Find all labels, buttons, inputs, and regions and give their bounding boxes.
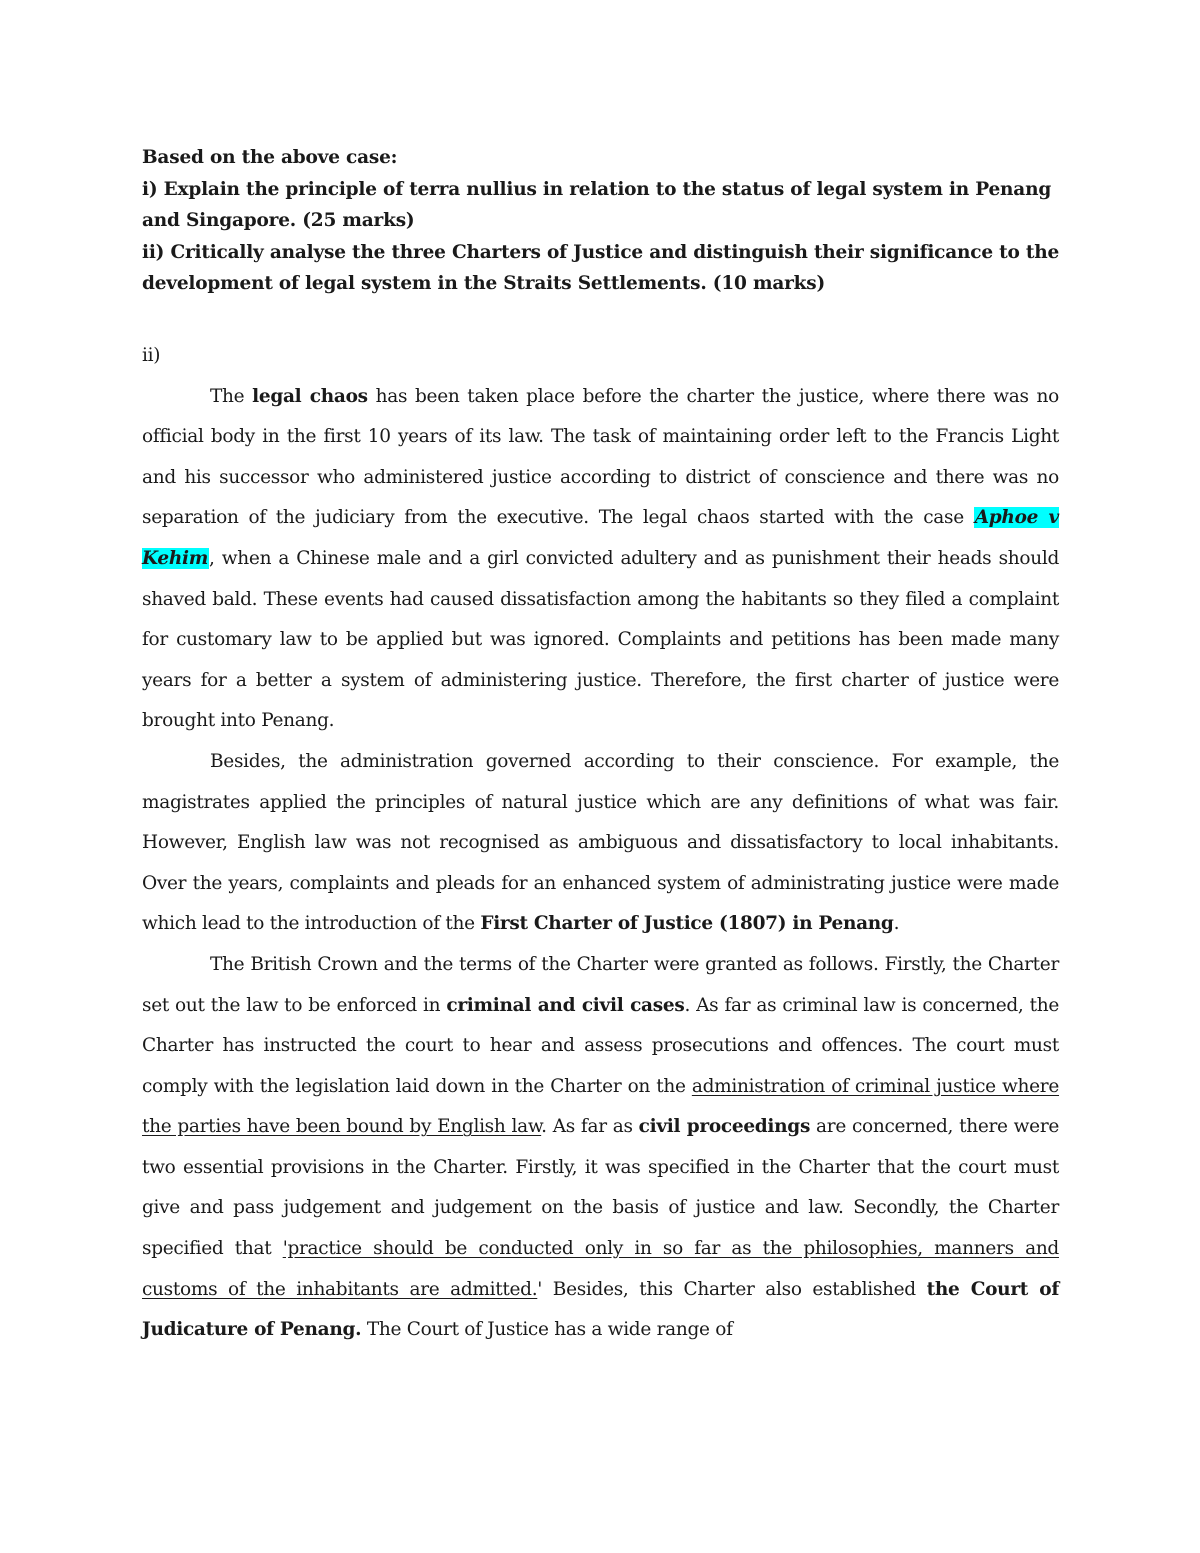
bold-term: the Court of Judicature of Penang.: [142, 1278, 1059, 1341]
text-run: Besides, the administration governed according to their conscience. For example, the magistrates applied the principles of natural justice which are any definitions of what was fair. However, English law was not recognised as ambiguous and dissatisfactory to local inhabitants. Over the years, complaints and pleads for an enhanced system of administrating justice were made which lead to the introduction of the: [142, 750, 1059, 935]
text-run: are concerned, there were two essential provisions in the Charter. Firstly, it was specified in the Charter that the court must give and pass judgement and judgement on the basis of justice and law. Secondly, the Charter specified that: [142, 1116, 1060, 1260]
text-run: .: [893, 913, 900, 935]
question-intro: Based on the above case:: [142, 147, 398, 168]
text-run: . As far as criminal law is concerned, the Charter has instructed the court to hear and assess prosecutions and offences. The court must comply with the legislation laid down in the Charter on the: [142, 994, 1060, 1097]
text-run: , when a Chinese male and a girl convicted adultery and as punishment their heads should shaved bald. These events had caused dissatisfaction among the habitants so they filed a complaint for customary law to be applied but was ignored. Complaints and petitions has been made many years for a better a system of administering justice. Therefore, the first charter of justice were brought into Penang.: [142, 547, 1059, 732]
bold-term: First Charter of Justice (1807) in Penang: [480, 913, 894, 935]
answer-label: ii): [142, 345, 161, 366]
underlined-text: administration of criminal justice where the parties have been bound by English law: [142, 1075, 1060, 1138]
bold-term: criminal and civil cases: [446, 994, 685, 1016]
bold-term: legal chaos: [252, 385, 368, 407]
text-run: . As far as: [541, 1116, 639, 1138]
question-2-line-1: ii) Critically analyse the three Charters of Justice and distinguish their significance to the: [142, 241, 1060, 263]
highlighted-case-name: Aphoe v Kehim: [142, 507, 1059, 569]
question-2-line-2: development of legal system in the Straits Settlements. (10 marks): [142, 273, 826, 294]
question-1-line-1: i) Explain the principle of terra nullius in relation to the status of legal system in Penang: [142, 178, 1052, 200]
text-run: The British Crown and the terms of the Charter were granted as follows. Firstly, the Charter set out the law to be enforced in: [142, 953, 1059, 1016]
answer-paragraph-3: [142, 945, 1059, 1351]
text-run: The Court of Justice has a wide range of: [361, 1319, 733, 1341]
question-1-line-2: and Singapore. (25 marks): [142, 210, 415, 231]
answer-paragraph-1: [142, 377, 1059, 742]
answer-paragraph-2: [142, 742, 1059, 945]
answer-block: [142, 336, 1059, 1351]
text-run: has been taken place before the charter the justice, where there was no official body in the first 10 years of its law. The task of maintaining order left to the Francis Light and his successor who administered justice according to district of conscience and there was no separation of the judiciary from the executive. The legal chaos started with the case: [142, 385, 1059, 529]
text-run: ' Besides, this Charter also established: [537, 1278, 927, 1300]
bold-term: civil proceedings: [638, 1116, 811, 1138]
underlined-quote: 'practice should be conducted only in so far as the philosophies, manners and customs of the inhabitants are admitted.: [142, 1238, 1059, 1300]
text-run: The: [210, 385, 253, 407]
question-block: [142, 142, 1060, 300]
